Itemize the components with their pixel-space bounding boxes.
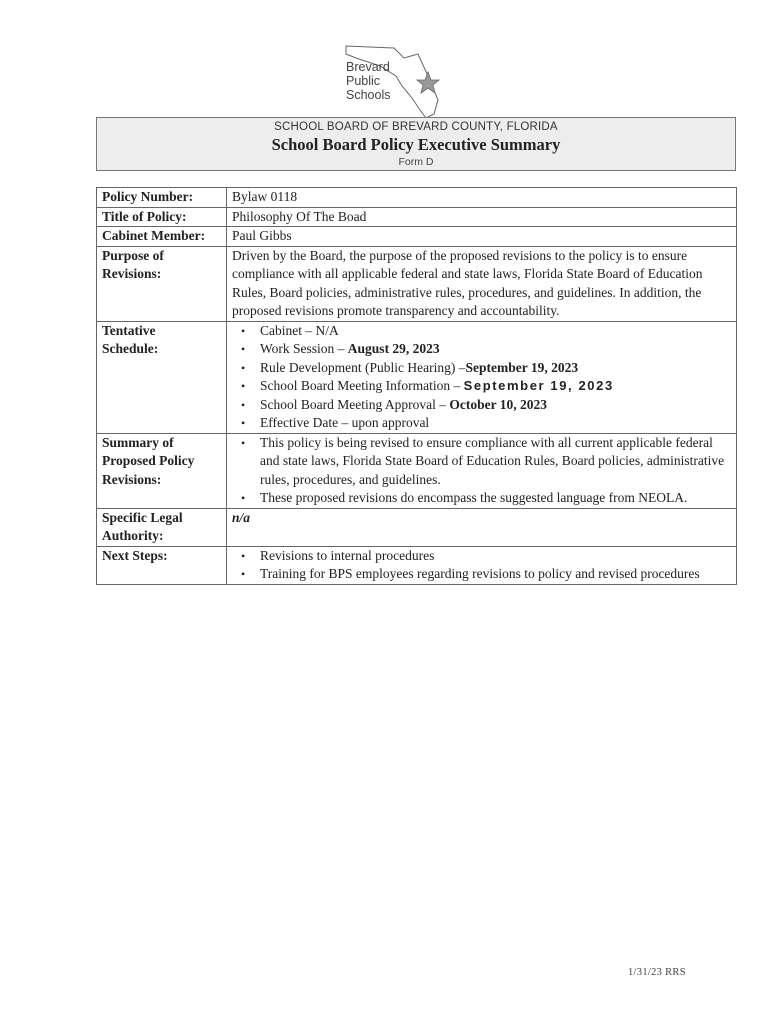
schedule-item-text: Rule Development (Public Hearing) – bbox=[260, 359, 466, 375]
table-row-cabinet-member bbox=[97, 227, 737, 247]
summary-list bbox=[232, 434, 730, 508]
summary-label-line2: Proposed Policy bbox=[102, 453, 195, 468]
purpose-value: Driven by the Board, the purpose of the proposed revisions to the policy is to ensure compliance with all applicable federal and state laws, Florida State Board of Education Rules, Board policies, administrative rules, procedures, and guidelines. In addition, the proposed revisions promote transparency and accountability. bbox=[227, 246, 737, 321]
form-label: Form D bbox=[398, 156, 434, 168]
summary-value bbox=[227, 433, 737, 508]
logo-line-public: Public bbox=[346, 74, 381, 88]
schedule-item-text: Effective Date – upon approval bbox=[260, 415, 430, 430]
document-header bbox=[96, 117, 736, 171]
schedule-label-line2: Schedule: bbox=[102, 341, 159, 356]
logo-line-schools: Schools bbox=[346, 88, 391, 102]
list-item: • Revisions to internal procedures bbox=[232, 547, 730, 566]
table-row-policy-number bbox=[97, 188, 737, 208]
purpose-label-line1: Purpose of bbox=[102, 247, 164, 263]
purpose-label bbox=[97, 246, 227, 321]
schedule-value bbox=[227, 321, 737, 433]
legal-authority-value: n/a bbox=[227, 508, 737, 546]
table-row-summary bbox=[97, 433, 737, 508]
summary-label-line1: Summary of bbox=[102, 434, 174, 450]
schedule-list bbox=[232, 322, 730, 433]
list-item bbox=[232, 396, 730, 415]
next-steps-list bbox=[232, 547, 730, 584]
logo-line-brevard: Brevard bbox=[346, 60, 390, 74]
schedule-item-text: Cabinet – N/A bbox=[260, 322, 339, 338]
legal-authority-label bbox=[97, 508, 227, 546]
schedule-item-date: September 19, 2023 bbox=[463, 378, 614, 393]
list-item bbox=[232, 340, 730, 359]
list-item: • These proposed revisions do encompass the suggested language from NEOLA. bbox=[232, 489, 730, 508]
list-item: • This policy is being revised to ensure compliance with all current applicable federal and state laws, Florida State Board of Education Rules, Board policies, administrative rules, procedures, and guidelines. bbox=[232, 434, 730, 490]
schedule-label bbox=[97, 321, 227, 433]
cabinet-member-value: Paul Gibbs bbox=[227, 227, 737, 247]
footer-revision-stamp: 1/31/23 RRS bbox=[628, 967, 686, 978]
schedule-label-line1: Tentative bbox=[102, 322, 156, 338]
cabinet-member-label: Cabinet Member: bbox=[97, 227, 227, 247]
legal-label-line1: Specific Legal bbox=[102, 509, 183, 525]
table-row-title bbox=[97, 207, 737, 227]
table-row-schedule bbox=[97, 321, 737, 433]
schedule-item-date: August 29, 2023 bbox=[347, 341, 440, 356]
list-item bbox=[232, 359, 730, 378]
document-title: School Board Policy Executive Summary bbox=[271, 135, 561, 154]
table-row-next-steps bbox=[97, 546, 737, 584]
schedule-item-date: September 19, 2023 bbox=[465, 359, 579, 375]
policy-number-label: Policy Number: bbox=[97, 188, 227, 208]
list-item bbox=[232, 414, 730, 433]
brevard-logo bbox=[328, 42, 448, 120]
list-item bbox=[232, 322, 730, 341]
schedule-item-date: October 10, 2023 bbox=[449, 396, 547, 412]
org-name: SCHOOL BOARD OF BREVARD COUNTY, FLORIDA bbox=[274, 121, 558, 133]
table-row-legal-authority bbox=[97, 508, 737, 546]
title-of-policy-label: Title of Policy: bbox=[97, 207, 227, 227]
list-item: • Training for BPS employees regarding revisions to policy and revised procedures bbox=[232, 565, 730, 584]
purpose-label-line2: Revisions: bbox=[102, 266, 162, 281]
summary-label bbox=[97, 433, 227, 508]
policy-summary-table bbox=[96, 187, 737, 585]
summary-label-line3: Revisions: bbox=[102, 471, 162, 487]
schedule-item-text: Work Session – bbox=[260, 341, 348, 356]
legal-label-line2: Authority: bbox=[102, 528, 164, 543]
list-item bbox=[232, 377, 730, 396]
next-steps-value bbox=[227, 546, 737, 584]
title-of-policy-value: Philosophy Of The Boad bbox=[227, 207, 737, 227]
table-row-purpose bbox=[97, 246, 737, 321]
schedule-item-text: School Board Meeting Information – bbox=[260, 378, 464, 393]
policy-number-value: Bylaw 0118 bbox=[227, 188, 737, 208]
next-steps-label: Next Steps: bbox=[97, 546, 227, 584]
schedule-item-text: School Board Meeting Approval – bbox=[260, 396, 450, 412]
